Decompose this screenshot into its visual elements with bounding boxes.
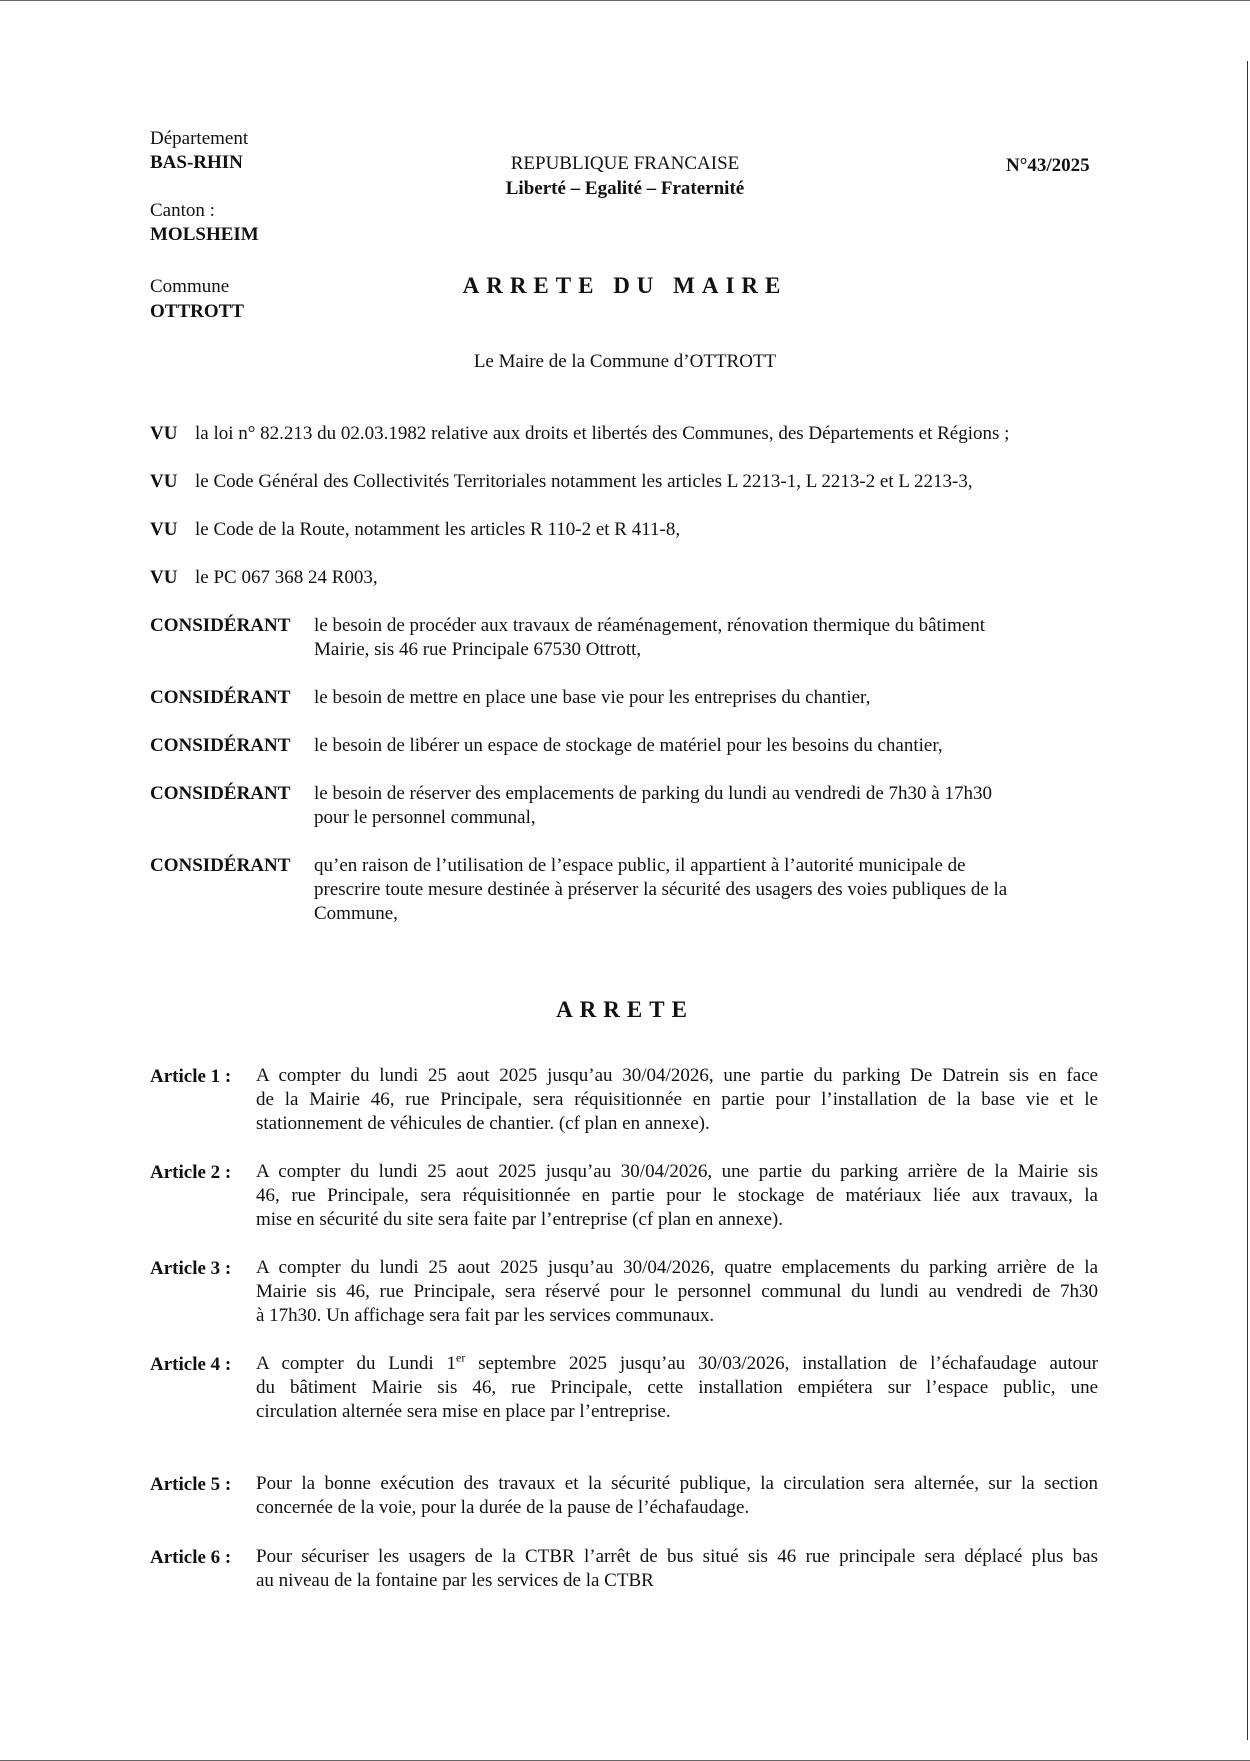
article-body <box>256 1545 1098 1593</box>
article-line: à 17h30. Un affichage sera fait par les services communaux. <box>256 1305 715 1326</box>
department-label: Département <box>150 128 249 149</box>
article-line: A compter du lundi 25 aout 2025 jusqu’au 30/04/2026, une partie du parking De Datrein sis en face <box>256 1065 1098 1086</box>
considerant-label: CONSIDÉRANT <box>150 687 291 708</box>
article-body <box>256 1160 1098 1232</box>
vu-text: le Code de la Route, notamment les articles R 110-2 et R 411-8, <box>195 519 681 540</box>
considerant-line: le besoin de procéder aux travaux de réaménagement, rénovation thermique du bâtiment <box>314 615 986 636</box>
canton-label: Canton : <box>150 200 215 221</box>
vu-label: VU <box>150 519 178 540</box>
article-line: A compter du Lundi 1er septembre 2025 jusqu’au 30/03/2026, installation de l’échafaudage autour <box>256 1350 1098 1374</box>
article-label: Article 5 : <box>150 1474 232 1495</box>
vu-text: la loi n° 82.213 du 02.03.1982 relative aux droits et libertés des Communes, des Départements et Régions ; <box>195 423 1010 444</box>
article-label: Article 2 : <box>150 1162 232 1183</box>
article-line: concernée de la voie, pour la durée de la pause de l’échafaudage. <box>256 1497 750 1518</box>
article-line: 46, rue Principale, sera réquisitionnée en partie pour le stockage de matériaux liée aux travaux, la <box>256 1185 1098 1206</box>
article-line: Pour la bonne exécution des travaux et la sécurité publique, la circulation sera alternée, sur la section <box>256 1473 1098 1494</box>
considerant-line: pour le personnel communal, <box>314 807 536 828</box>
article-line: du bâtiment Mairie sis 46, rue Principale, cette installation empiétera sur l’espace public, une <box>256 1377 1098 1398</box>
commune-label: Commune <box>150 276 230 297</box>
department-value: BAS-RHIN <box>150 152 243 173</box>
article-line: de la Mairie 46, rue Principale, sera réquisitionnée en partie pour l’installation de la base vie et le <box>256 1089 1098 1110</box>
article-line: Pour sécuriser les usagers de la CTBR l’arrêt de bus situé sis 46 rue principale sera déplacé plus bas <box>256 1546 1098 1567</box>
article-line: mise en sécurité du site sera faite par l’entreprise (cf plan en annexe). <box>256 1209 783 1230</box>
article-body <box>256 1472 1098 1520</box>
article-line: au niveau de la fontaine par les services de la CTBR <box>256 1570 654 1591</box>
considerant-line: Mairie, sis 46 rue Principale 67530 Ottrott, <box>314 639 642 660</box>
article-label: Article 3 : <box>150 1258 232 1279</box>
considerant-label: CONSIDÉRANT <box>150 855 291 876</box>
article-line: stationnement de véhicules de chantier. (cf plan en annexe). <box>256 1113 710 1134</box>
article-label: Article 4 : <box>150 1354 232 1375</box>
article-body <box>256 1352 1098 1424</box>
considerant-line: Commune, <box>314 903 398 924</box>
article-body <box>256 1064 1098 1136</box>
considerant-line: le besoin de réserver des emplacements de parking du lundi au vendredi de 7h30 à 17h30 <box>314 783 992 804</box>
considerant-label: CONSIDÉRANT <box>150 735 291 756</box>
article-line: A compter du lundi 25 aout 2025 jusqu’au 30/04/2026, une partie du parking arrière de la Mairie sis <box>256 1161 1098 1182</box>
canton-value: MOLSHEIM <box>150 224 259 245</box>
article-line: circulation alternée sera mise en place par l’entreprise. <box>256 1401 671 1422</box>
vu-label: VU <box>150 567 178 588</box>
considerant-label: CONSIDÉRANT <box>150 783 291 804</box>
republic-heading: REPUBLIQUE FRANCAISE <box>510 153 740 174</box>
considerant-label: CONSIDÉRANT <box>150 615 291 636</box>
article-line: A compter du lundi 25 aout 2025 jusqu’au 30/04/2026, quatre emplacements du parking arrière de la <box>256 1257 1098 1278</box>
arrete-heading: ARRETE <box>556 997 694 1022</box>
considerant-line: qu’en raison de l’utilisation de l’espace public, il appartient à l’autorité municipale de <box>314 855 966 876</box>
article-label: Article 1 : <box>150 1066 232 1087</box>
article-label: Article 6 : <box>150 1547 232 1568</box>
considerant-line: prescrire toute mesure destinée à préserver la sécurité des usagers des voies publiques de la <box>314 879 1008 900</box>
considerant-line: le besoin de libérer un espace de stockage de matériel pour les besoins du chantier, <box>314 735 943 756</box>
vu-label: VU <box>150 471 178 492</box>
considerant-line: le besoin de mettre en place une base vie pour les entreprises du chantier, <box>314 687 871 708</box>
article-body <box>256 1256 1098 1328</box>
document-title: ARRETE DU MAIRE <box>462 273 788 298</box>
vu-label: VU <box>150 423 178 444</box>
decree-number: N°43/2025 <box>1006 155 1090 176</box>
intro-line: Le Maire de la Commune d’OTTROTT <box>473 351 777 372</box>
republic-motto: Liberté – Egalité – Fraternité <box>505 178 745 199</box>
article-line: Mairie sis 46, rue Principale, sera réservé pour le personnel communal du lundi au vendredi de 7h30 <box>256 1281 1098 1302</box>
vu-text: le PC 067 368 24 R003, <box>195 567 378 588</box>
ordinal-superscript: er <box>456 1350 466 1365</box>
commune-value: OTTROTT <box>150 301 244 322</box>
vu-text: le Code Général des Collectivités Territoriales notamment les articles L 2213-1, L 2213-2 et L 2213-3, <box>195 471 973 492</box>
